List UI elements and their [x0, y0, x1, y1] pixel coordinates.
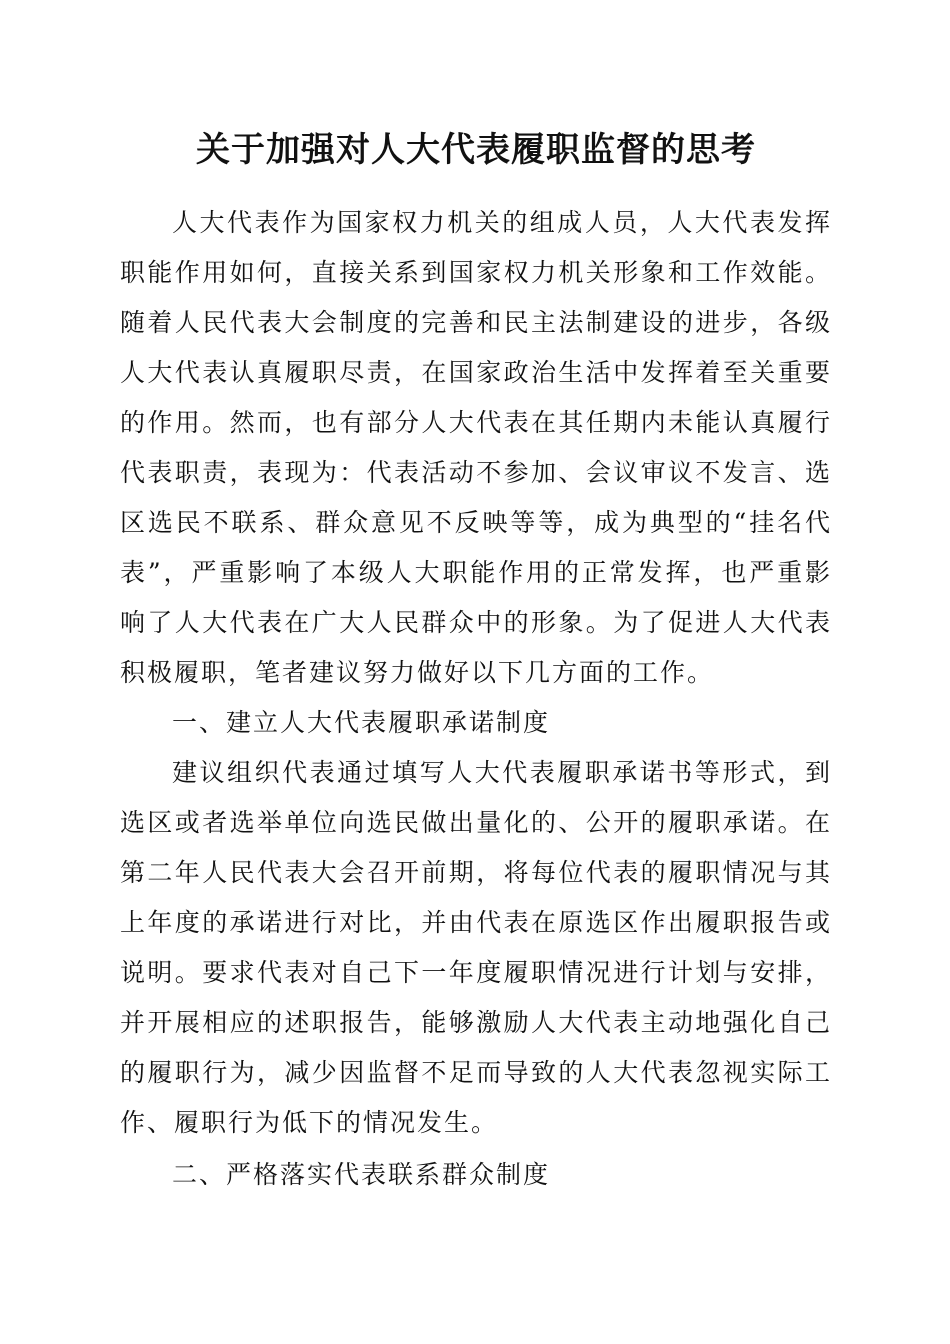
document-title: 关于加强对人大代表履职监督的思考 [196, 130, 756, 170]
document-body [120, 198, 832, 1200]
section-heading-1: 一、建立人大代表履职承诺制度 [172, 708, 551, 737]
intro-paragraph: 人大代表作为国家权力机关的组成人员，人大代表发挥职能作用如何，直接关系到国家权力机关形象和工作效能。随着人民代表大会制度的完善和民主法制建设的进步，各级人大代表认真履职尽责，在国家政治生活中发挥着至关重要的作用。然而，也有部分人大代表在其任期内未能认真履行代表职责，表现为：代表活动不参加、会议审议不发言、选区选民不联系、群众意见不反映等等，成为典型的“挂名代表”，严重影响了本级人大职能作用的正常发挥，也严重影响了人大代表在广大人民群众中的形象。为了促进人大代表积极履职，笔者建议努力做好以下几方面的工作。 [120, 208, 832, 687]
section-1-paragraph: 建议组织代表通过填写人大代表履职承诺书等形式，到选区或者选举单位向选民做出量化的、公开的履职承诺。在第二年人民代表大会召开前期，将每位代表的履职情况与其上年度的承诺进行对比，并由代表在原选区作出履职报告或说明。要求代表对自己下一年度履职情况进行计划与安排，并开展相应的述职报告，能够激励人大代表主动地强化自己的履职行为，减少因监督不足而导致的人大代表忽视实际工作、履职行为低下的情况发生。 [120, 758, 832, 1137]
section-heading-2: 二、严格落实代表联系群众制度 [172, 1160, 551, 1189]
